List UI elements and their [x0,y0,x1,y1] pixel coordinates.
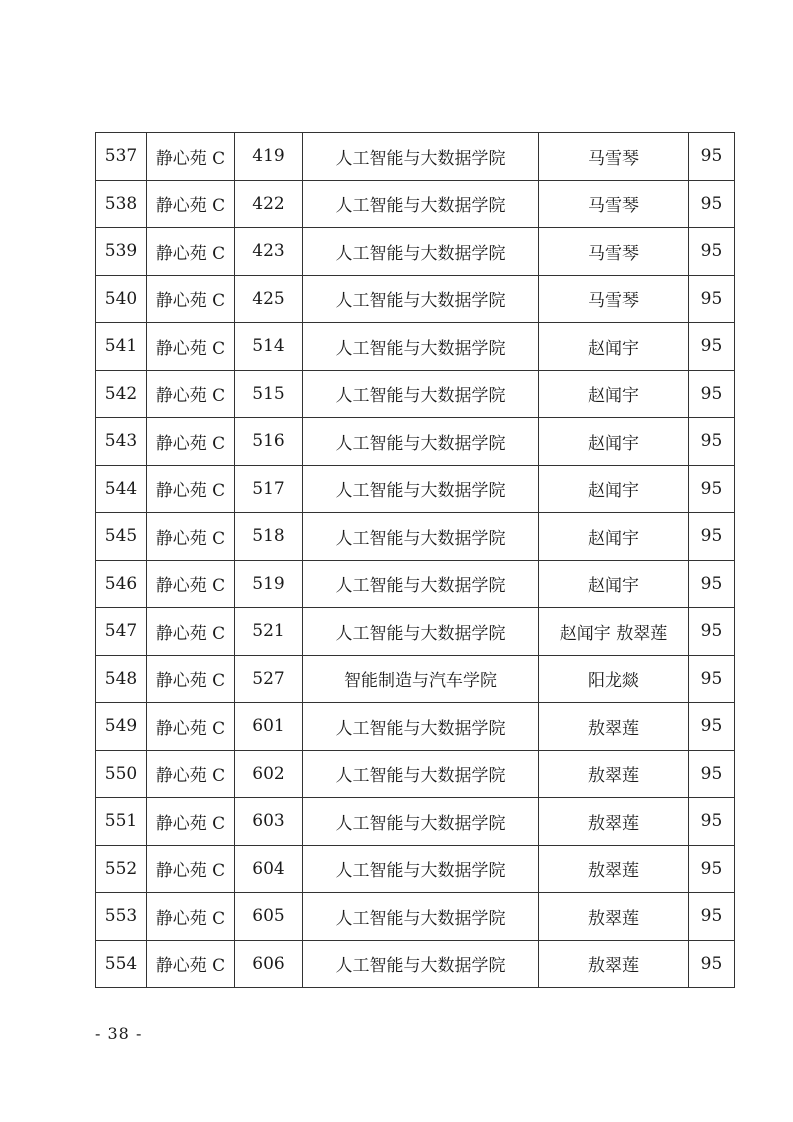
teacher-cell: 马雪琴 [539,180,689,228]
row-number-cell: 550 [96,750,147,798]
table-row [96,893,735,941]
teacher-cell: 马雪琴 [539,228,689,276]
score-cell: 95 [689,893,735,941]
row-number-cell: 541 [96,323,147,371]
room-number-cell: 521 [235,608,303,656]
teacher-cell: 赵闻宇 [539,513,689,561]
teacher-cell: 敖翠莲 [539,893,689,941]
teacher-cell: 赵闻宇 [539,418,689,466]
table-row [96,560,735,608]
college-cell: 人工智能与大数据学院 [303,370,539,418]
row-number-cell: 543 [96,418,147,466]
table-row [96,845,735,893]
building-cell: 静心苑 C [147,750,235,798]
row-number-cell: 552 [96,845,147,893]
college-cell: 人工智能与大数据学院 [303,893,539,941]
room-number-cell: 518 [235,513,303,561]
building-cell: 静心苑 C [147,180,235,228]
college-cell: 人工智能与大数据学院 [303,940,539,988]
table-row [96,655,735,703]
college-cell: 人工智能与大数据学院 [303,418,539,466]
college-cell: 人工智能与大数据学院 [303,608,539,656]
score-cell: 95 [689,703,735,751]
building-cell: 静心苑 C [147,323,235,371]
row-number-cell: 542 [96,370,147,418]
teacher-cell: 敖翠莲 [539,750,689,798]
table-row [96,703,735,751]
teacher-cell: 赵闻宇 [539,465,689,513]
room-number-cell: 602 [235,750,303,798]
score-cell: 95 [689,133,735,181]
room-number-cell: 519 [235,560,303,608]
college-cell: 人工智能与大数据学院 [303,703,539,751]
table-row [96,798,735,846]
table-body [96,133,735,988]
room-number-cell: 423 [235,228,303,276]
row-number-cell: 538 [96,180,147,228]
score-cell: 95 [689,940,735,988]
college-cell: 人工智能与大数据学院 [303,180,539,228]
score-cell: 95 [689,228,735,276]
building-cell: 静心苑 C [147,940,235,988]
room-number-cell: 601 [235,703,303,751]
building-cell: 静心苑 C [147,228,235,276]
row-number-cell: 544 [96,465,147,513]
table-row [96,750,735,798]
teacher-cell: 敖翠莲 [539,798,689,846]
building-cell: 静心苑 C [147,798,235,846]
teacher-cell: 敖翠莲 [539,940,689,988]
building-cell: 静心苑 C [147,465,235,513]
row-number-cell: 548 [96,655,147,703]
college-cell: 人工智能与大数据学院 [303,513,539,561]
row-number-cell: 546 [96,560,147,608]
score-cell: 95 [689,323,735,371]
room-number-cell: 517 [235,465,303,513]
teacher-cell: 赵闻宇 敖翠莲 [539,608,689,656]
building-cell: 静心苑 C [147,370,235,418]
building-cell: 静心苑 C [147,133,235,181]
room-number-cell: 527 [235,655,303,703]
teacher-cell: 马雪琴 [539,275,689,323]
score-cell: 95 [689,845,735,893]
score-cell: 95 [689,750,735,798]
college-cell: 人工智能与大数据学院 [303,133,539,181]
building-cell: 静心苑 C [147,608,235,656]
score-cell: 95 [689,798,735,846]
room-number-cell: 604 [235,845,303,893]
table-row [96,370,735,418]
table-row [96,228,735,276]
row-number-cell: 551 [96,798,147,846]
row-number-cell: 539 [96,228,147,276]
teacher-cell: 马雪琴 [539,133,689,181]
college-cell: 人工智能与大数据学院 [303,228,539,276]
table-row [96,323,735,371]
room-number-cell: 514 [235,323,303,371]
college-cell: 智能制造与汽车学院 [303,655,539,703]
teacher-cell: 敖翠莲 [539,845,689,893]
teacher-cell: 赵闻宇 [539,323,689,371]
row-number-cell: 545 [96,513,147,561]
college-cell: 人工智能与大数据学院 [303,275,539,323]
score-cell: 95 [689,370,735,418]
row-number-cell: 540 [96,275,147,323]
college-cell: 人工智能与大数据学院 [303,750,539,798]
college-cell: 人工智能与大数据学院 [303,560,539,608]
building-cell: 静心苑 C [147,703,235,751]
building-cell: 静心苑 C [147,418,235,466]
room-number-cell: 425 [235,275,303,323]
room-number-cell: 606 [235,940,303,988]
room-number-cell: 605 [235,893,303,941]
table-row [96,465,735,513]
building-cell: 静心苑 C [147,275,235,323]
teacher-cell: 敖翠莲 [539,703,689,751]
table-row [96,940,735,988]
row-number-cell: 554 [96,940,147,988]
row-number-cell: 549 [96,703,147,751]
table-row [96,513,735,561]
score-cell: 95 [689,465,735,513]
teacher-cell: 阳龙燚 [539,655,689,703]
score-cell: 95 [689,608,735,656]
table-row [96,275,735,323]
teacher-cell: 赵闻宇 [539,560,689,608]
dormitory-score-table [95,132,735,988]
table-row [96,608,735,656]
building-cell: 静心苑 C [147,845,235,893]
room-number-cell: 419 [235,133,303,181]
building-cell: 静心苑 C [147,893,235,941]
score-cell: 95 [689,418,735,466]
room-number-cell: 603 [235,798,303,846]
score-cell: 95 [689,655,735,703]
table-row [96,133,735,181]
score-cell: 95 [689,560,735,608]
building-cell: 静心苑 C [147,513,235,561]
college-cell: 人工智能与大数据学院 [303,798,539,846]
score-cell: 95 [689,275,735,323]
score-cell: 95 [689,513,735,561]
room-number-cell: 516 [235,418,303,466]
college-cell: 人工智能与大数据学院 [303,845,539,893]
row-number-cell: 553 [96,893,147,941]
college-cell: 人工智能与大数据学院 [303,323,539,371]
score-cell: 95 [689,180,735,228]
row-number-cell: 537 [96,133,147,181]
table-row [96,180,735,228]
table-row [96,418,735,466]
page-number: - 38 - [95,1024,143,1043]
building-cell: 静心苑 C [147,560,235,608]
room-number-cell: 422 [235,180,303,228]
row-number-cell: 547 [96,608,147,656]
room-number-cell: 515 [235,370,303,418]
building-cell: 静心苑 C [147,655,235,703]
teacher-cell: 赵闻宇 [539,370,689,418]
college-cell: 人工智能与大数据学院 [303,465,539,513]
